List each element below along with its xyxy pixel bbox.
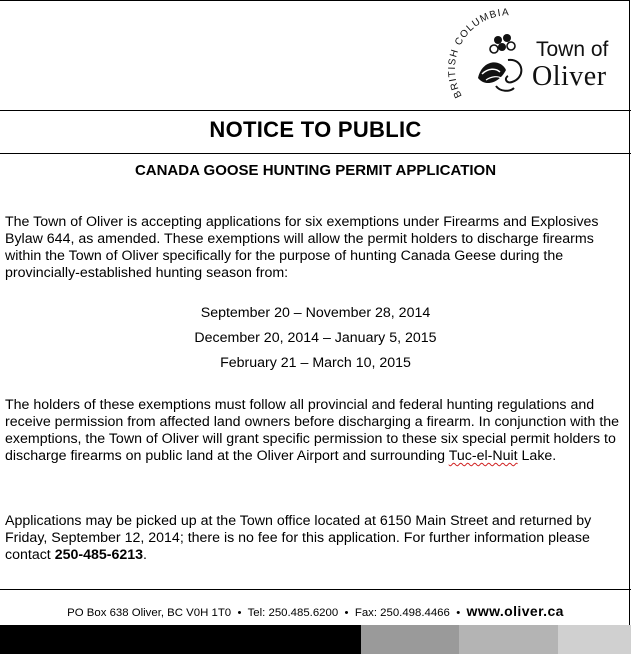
logo-oliver-text: Oliver bbox=[532, 61, 607, 92]
footer-tel: Tel: 250.485.6200 bbox=[247, 607, 339, 619]
holders-paragraph bbox=[5, 397, 621, 465]
footer-bar-gray-mid bbox=[459, 625, 558, 654]
holders-text: The holders of these exemptions must follow all provincial and federal hunting regulations and receive permission from affected land owners before discharging a firearm. In conjunction with the exemptions, the Town of Oliver will grant specific permission to these six special permit holders to discharge firearms on public land at the Oliver Airport and surrounding bbox=[5, 397, 620, 464]
intro-paragraph: The Town of Oliver is accepting applications for six exemptions under Firearms and Explosives Bylaw 644, as amended. These exemptions will allow the permit holders to discharge firearms within the Town of Oliver specifically for the purpose of hunting Canada Geese during the provincially-established hunting season from: bbox=[5, 214, 599, 281]
footer-fax: Fax: 250.498.4466 bbox=[354, 607, 450, 619]
season-date-1: September 20 – November 28, 2014 bbox=[200, 305, 431, 321]
applications-paragraph bbox=[5, 513, 621, 564]
footer-bar-gray-dark bbox=[361, 625, 459, 654]
applications-end: . bbox=[143, 547, 147, 563]
season-date-3: February 21 – March 10, 2015 bbox=[220, 355, 411, 371]
contact-phone: 250-485-6213 bbox=[54, 547, 144, 563]
footer-website-link[interactable]: www.oliver.ca bbox=[466, 603, 564, 619]
grape-emblem-icon bbox=[478, 34, 521, 91]
footer-bar-gray-light bbox=[558, 625, 631, 654]
season-date-2: December 20, 2014 – January 5, 2015 bbox=[194, 330, 437, 346]
title-divider bbox=[0, 153, 631, 154]
footer-contact bbox=[0, 603, 631, 619]
page-title: NOTICE TO PUBLIC bbox=[209, 117, 422, 142]
page-subtitle: CANADA GOOSE HUNTING PERMIT APPLICATION bbox=[134, 162, 497, 179]
footer-divider bbox=[0, 589, 631, 590]
header-divider bbox=[0, 110, 631, 111]
season-dates bbox=[0, 303, 631, 378]
place-name-spellcheck: Tuc-el-Nuit bbox=[448, 448, 518, 464]
applications-text: Applications may be picked up at the Town office located at 6150 Main Street and returned by Friday, September 12, 2014; there is no fee for this application. For further information please contact bbox=[5, 513, 592, 563]
logo-town-text: Town of bbox=[536, 38, 609, 61]
footer-separator: • bbox=[237, 607, 242, 619]
holders-end: Lake. bbox=[517, 448, 557, 464]
footer-separator: • bbox=[344, 607, 349, 619]
logo-arc-text: BRITISH COLUMBIA bbox=[446, 8, 511, 100]
footer-separator: • bbox=[456, 607, 461, 619]
footer-address: PO Box 638 Oliver, BC V0H 1T0 bbox=[67, 607, 232, 619]
footer-bar-black bbox=[0, 625, 361, 654]
